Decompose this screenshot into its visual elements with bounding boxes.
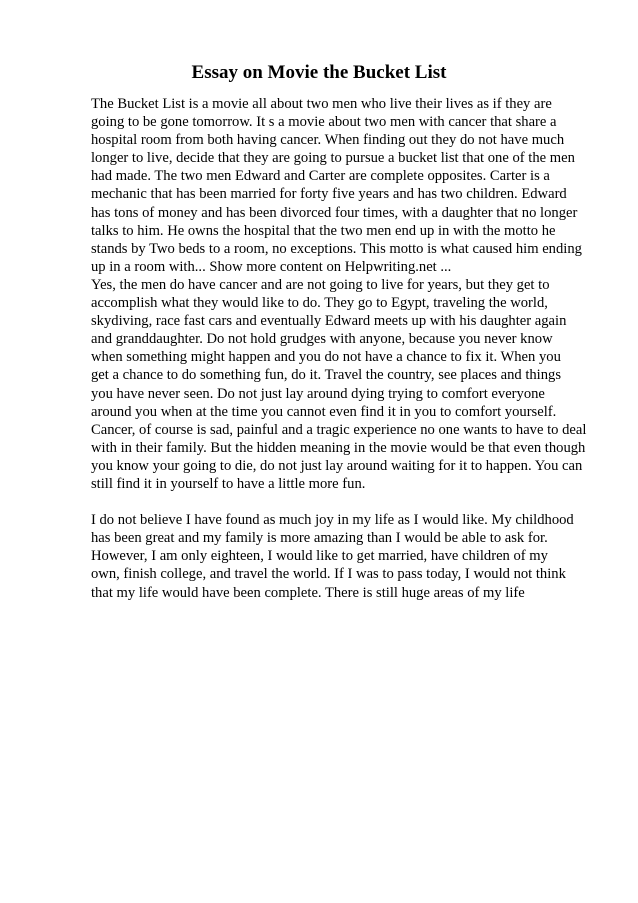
text-line: Yes, the men do have cancer and are not going to live for years, but they get to bbox=[91, 276, 550, 293]
text-line: stands by Two beds to a room, no exceptions. This motto is what caused him ending bbox=[91, 240, 582, 257]
paragraph-gap bbox=[91, 493, 591, 511]
text-line: The Bucket List is a movie all about two men who live their lives as if they are bbox=[91, 96, 552, 112]
text-line: Cancer, of course is sad, painful and a tragic experience no one wants to have to deal bbox=[91, 421, 587, 438]
text-line: and granddaughter. Do not hold grudges with anyone, because you never know bbox=[91, 331, 553, 348]
text-line: you have never seen. Do not just lay around dying trying to comfort everyone bbox=[91, 385, 545, 402]
paragraph-2 bbox=[91, 511, 591, 601]
paragraph-1 bbox=[91, 95, 591, 493]
essay-title: Essay on Movie the Bucket List bbox=[191, 62, 447, 83]
text-line: However, I am only eighteen, I would like to get married, have children of my bbox=[91, 548, 548, 565]
text-line: you know your going to die, do not just lay around waiting for it to happen. You can bbox=[91, 457, 583, 474]
text-line: own, finish college, and travel the world. If I was to pass today, I would not think bbox=[91, 566, 566, 583]
text-line: talks to him. He owns the hospital that the two men end up in with the motto he bbox=[91, 222, 556, 239]
text-line: I do not believe I have found as much joy in my life as I would like. My childhood bbox=[91, 512, 574, 529]
text-line: hospital room from both having cancer. When finding out they do not have much bbox=[91, 132, 565, 149]
text-line: that my life would have been complete. There is still huge areas of my life bbox=[91, 584, 525, 601]
text-line: get a chance to do something fun, do it. Travel the country, see places and things bbox=[91, 367, 561, 384]
text-line: had made. The two men Edward and Carter are complete opposites. Carter is a bbox=[91, 168, 550, 185]
text-line: up in a room with... Show more content on Helpwriting.net ... bbox=[91, 258, 452, 275]
text-line: has tons of money and has been divorced four times, with a daughter that no longer bbox=[91, 204, 578, 221]
essay-body bbox=[91, 95, 591, 602]
text-line: has been great and my family is more amazing than I would be able to ask for. bbox=[91, 530, 548, 547]
text-line: longer to live, decide that they are going to pursue a bucket list that one of the men bbox=[91, 150, 575, 167]
text-line: accomplish what they would like to do. They go to Egypt, traveling the world, bbox=[91, 295, 548, 312]
text-line: when something might happen and you do not have a chance to fix it. When you bbox=[91, 349, 561, 366]
text-line: with in their family. But the hidden meaning in the movie would be that even though bbox=[91, 439, 586, 456]
text-line: mechanic that has been married for forty five years and has two children. Edward bbox=[91, 186, 567, 203]
text-line: still find it in yourself to have a little more fun. bbox=[91, 475, 366, 492]
text-line: going to be gone tomorrow. It s a movie about two men with cancer that share a bbox=[91, 114, 557, 131]
text-line: skydiving, race fast cars and eventually Edward meets up with his daughter again bbox=[91, 313, 567, 330]
text-line: around you when at the time you cannot even find it in you to comfort yourself. bbox=[91, 403, 557, 420]
